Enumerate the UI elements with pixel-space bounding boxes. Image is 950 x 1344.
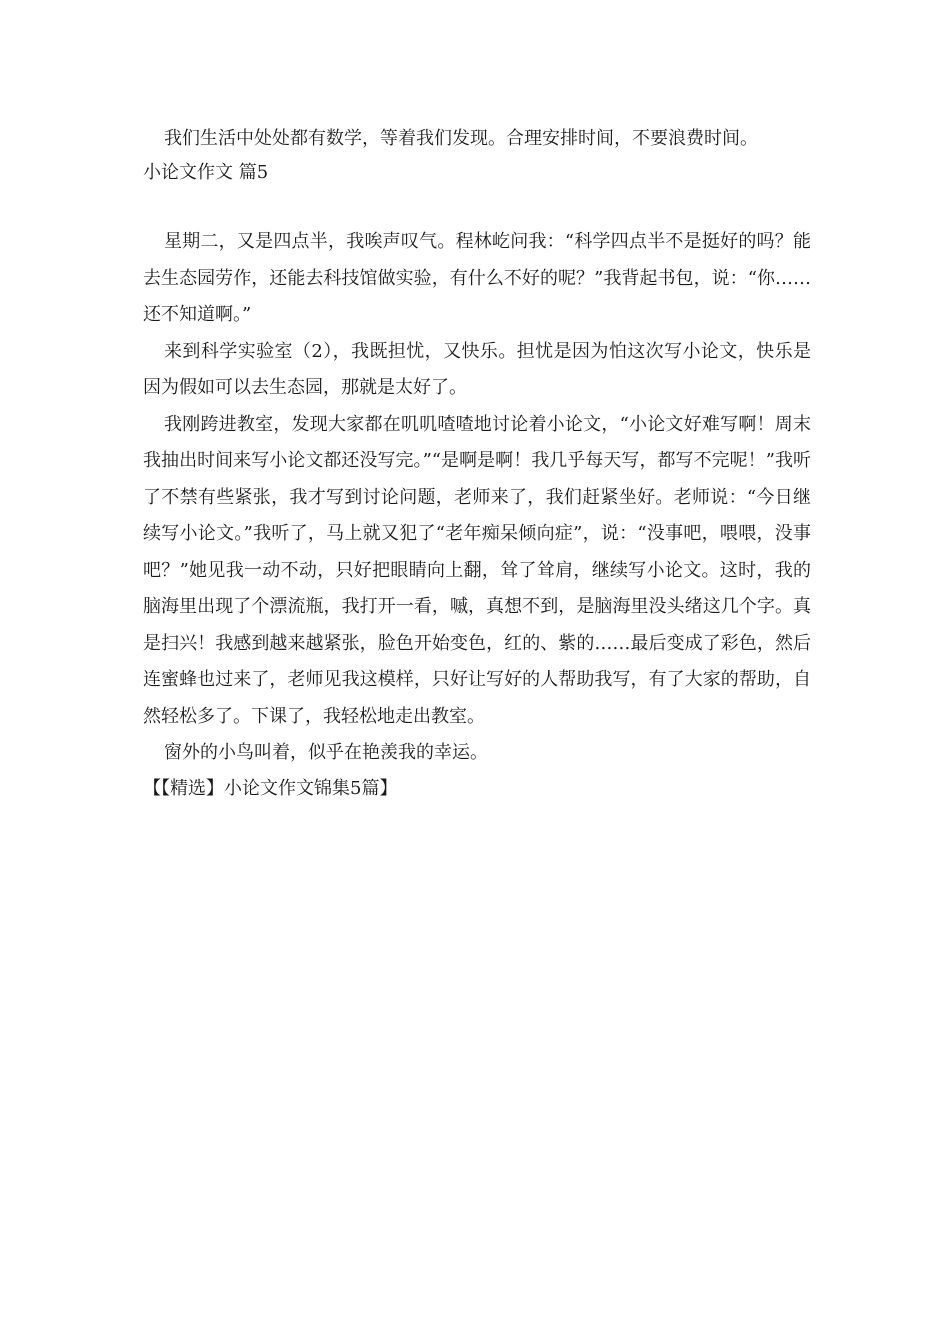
paragraph-1: 星期二，又是四点半，我唉声叹气。程林屹问我：“科学四点半不是挺好的吗？能去生态园劳作，还能去科技馆做实验，有什么不好的呢？”我背起书包，说：“你……还不知道啊。” [143,231,811,325]
section-heading: 小论文作文 篇5 [143,162,269,183]
intro-sentence: 我们生活中处处都有数学，等着我们发现。合理安排时间，不要浪费时间。 [164,128,758,149]
paragraph-2: 来到科学实验室（2），我既担忧，又快乐。担忧是因为怕这次写小论文，快乐是因为假如可以去生态园，那就是太好了。 [143,340,811,398]
paragraph-4: 窗外的小鸟叫着，似乎在艳羡我的幸运。 [164,742,488,763]
document-page [143,122,811,806]
paragraph-3: 我刚跨进教室，发现大家都在叽叽喳喳地讨论着小论文，“小论文好难写啊！周末我抽出时间来写小论文都还没写完。”“是啊是啊！我几乎每天写，都写不完呢！”我听了不禁有些紧张，我才写到讨论问题，老师来了，我们赶紧坐好。老师说：“今日继续写小论文。”我听了，马上就又犯了“老年痴呆倾向症”，说：“没事吧，喂喂，没事吧？”她见我一动不动，只好把眼睛向上翻，耸了耸肩，继续写小论文。这时，我的脑海里出现了个漂流瓶，我打开一看，嘁，真想不到，是脑海里没头绪这几个字。真是扫兴！我感到越来越紧张，脸色开始变色，红的、紫的……最后变成了彩色，然后连蜜蜂也过来了，老师见我这模样，只好让写好的人帮助我写，有了大家的帮助，自然轻松多了。下课了，我轻松地走出教室。 [143,413,811,727]
blank-line [143,190,811,224]
footer-title: 【【精选】小论文作文锦集5篇】 [143,777,398,799]
